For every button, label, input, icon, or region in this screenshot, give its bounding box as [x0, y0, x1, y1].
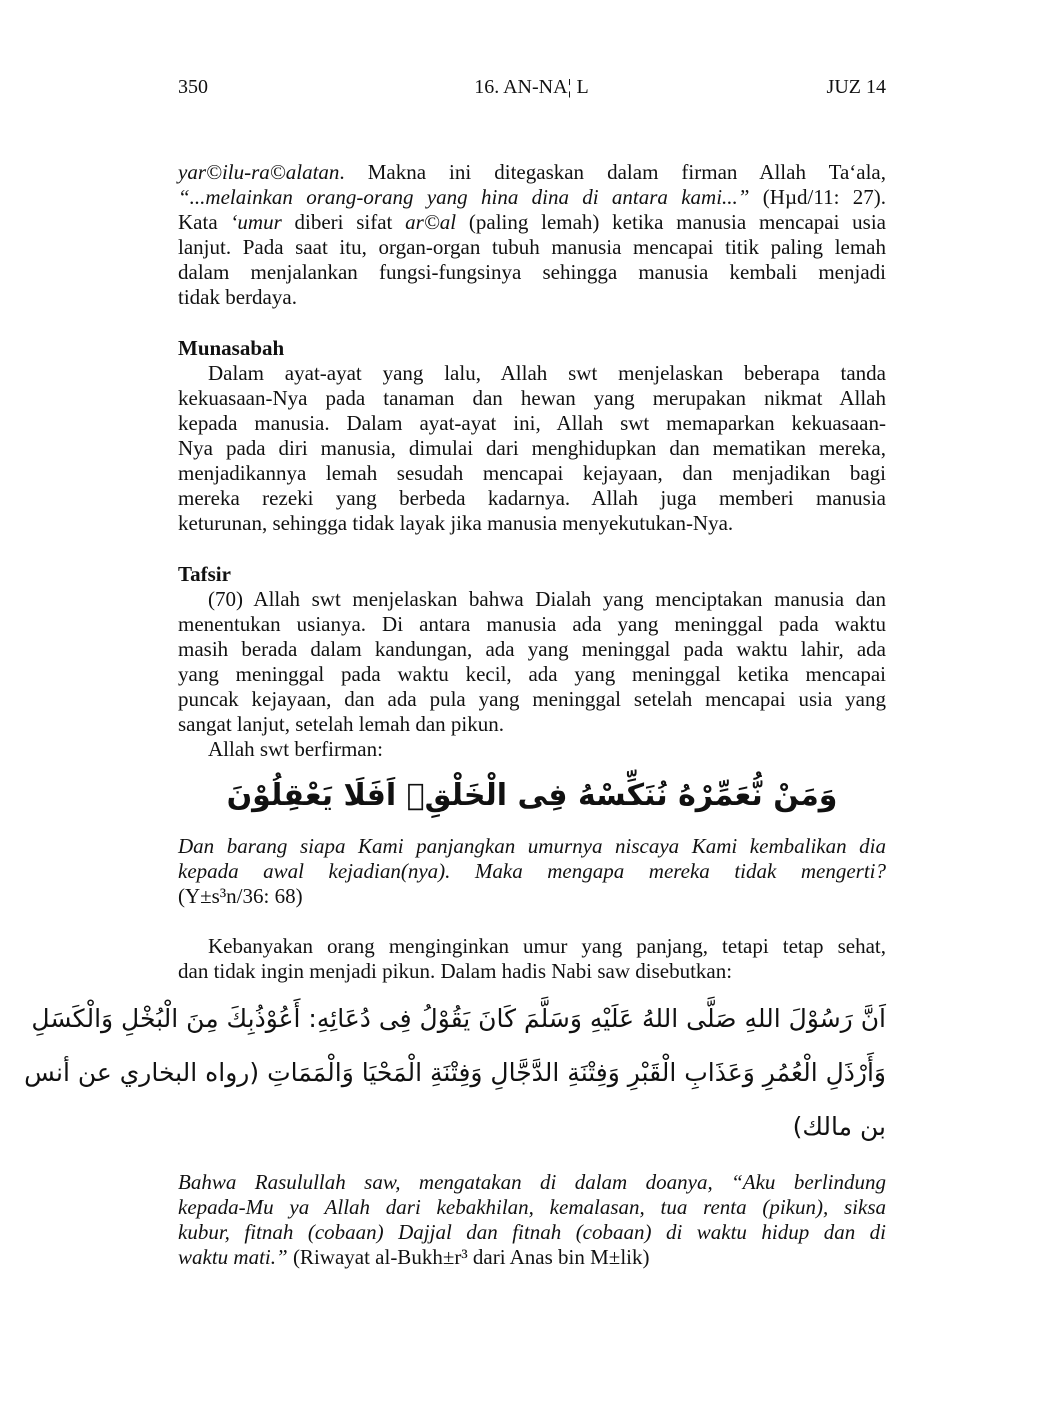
text: . Makna ini ditegaskan dalam firman Allah Ta‘ala,: [339, 160, 886, 184]
text-line: menjadikannya lemah sesudah mencapai kejayaan, dan menjadikan bagi: [178, 461, 886, 485]
text-line: sangat lanjut, setelah lemah dan pikun.: [178, 712, 504, 736]
citation: (Hµd/11: 27).: [749, 185, 886, 209]
text-line: mereka rezeki yang berbeda kadarnya. Allah juga memberi manusia: [178, 486, 886, 510]
juz-label: JUZ 14: [826, 76, 886, 98]
quote: “...melainkan orang-orang yang hina dina di antara kami...”: [178, 185, 750, 209]
translation-line: kepada awal kejadian(nya). Maka mengapa mereka tidak mengerti?: [178, 859, 886, 883]
text: diberi sifat: [281, 210, 406, 234]
translation-line: kepada-Mu ya Allah dari kebakhilan, kemalasan, tua renta (pikun), siksa: [178, 1195, 886, 1219]
text-line: keturunan, sehingga tidak layak jika manusia menyekutukan-Nya.: [178, 511, 734, 535]
section-heading: Tafsir: [178, 562, 231, 586]
term: ‘umur: [230, 210, 282, 234]
hadith-arabic-line: اَنَّ رَسُوْلَ اللهِ صَلَّى اللهُ عَلَيْهِ وَسَلَّمَ كَانَ يَقُوْلُ فِى دُعَائِهِ: أَعُوْذُبِكَ مِنَ الْبُخْلِ وَالْكَسَلِ: [31, 1004, 886, 1033]
translation-line: waktu mati.”: [178, 1245, 288, 1269]
text-line: Kebanyakan orang menginginkan umur yang panjang, tetapi tetap sehat,: [208, 934, 886, 958]
hadith-arabic-line: وَأَرْذَلِ الْعُمُرِ وَعَذَابِ الْقَبْرِ وَفِتْنَةِ الدَّجَّالِ وَفِتْنَةِ الْمَحْيَا وَالْمَمَاتِ (رواه البخاري عن أنس: [24, 1058, 886, 1087]
verse-reference: (Y±s³n/36: 68): [178, 884, 303, 908]
text-line: Nya pada diri manusia, dimulai dari menghidupkan dan mematikan mereka,: [178, 436, 886, 460]
text-line: dan tidak ingin menjadi pikun. Dalam hadis Nabi saw disebutkan:: [178, 959, 733, 983]
quran-verse-arabic: وَمَنْ نُّعَمِّرْهُ نُنَكِّسْهُ فِى الْخَلْقِۗ اَفَلَا يَعْقِلُوْنَ: [226, 778, 838, 813]
running-title: 16. AN-NA¦ L: [474, 76, 589, 98]
text-line: menentukan usianya. Di antara manusia ada yang meninggal pada waktu: [178, 612, 886, 636]
text-line: dalam menjalankan fungsi-fungsinya sehingga manusia kembali menjadi: [178, 260, 886, 284]
hadith-translation: [178, 1170, 886, 1270]
text: (paling lemah) ketika manusia mencapai usia: [456, 210, 886, 234]
hadith-reference: (Riwayat al-Bukh±r³ dari Anas bin M±lik): [287, 1245, 650, 1269]
verse-translation: [178, 834, 886, 909]
text-line: yang meninggal pada waktu kecil, ada yang meninggal ketika mencapai: [178, 662, 886, 686]
text-line: lanjut. Pada saat itu, organ-organ tubuh manusia mencapai titik paling lemah: [178, 235, 886, 259]
section-tafsir: [178, 562, 886, 762]
translation-line: Bahwa Rasulullah saw, mengatakan di dalam doanya, “Aku berlindung: [178, 1170, 886, 1194]
section-munasabah: [178, 336, 886, 536]
text-line: puncak kejayaan, dan ada pula yang meninggal setelah mencapai usia yang: [178, 687, 886, 711]
section-heading: Munasabah: [178, 336, 285, 360]
term: ar©al: [405, 210, 457, 234]
translation-line: Dan barang siapa Kami panjangkan umurnya niscaya Kami kembalikan dia: [178, 834, 886, 858]
text-line: tidak berdaya.: [178, 285, 297, 309]
text-line: (70) Allah swt menjelaskan bahwa Dialah yang menciptakan manusia dan: [208, 587, 886, 611]
text: Kata: [178, 210, 231, 234]
text-line: kekuasaan-Nya pada tanaman dan hewan yang merupakan nikmat Allah: [178, 386, 886, 410]
text-line: masih berada dalam kandungan, ada yang meninggal pada waktu lahir, ada: [178, 637, 886, 661]
page-number: 350: [178, 76, 208, 98]
translation-line: kubur, fitnah (cobaan) Dajjal dan fitnah (cobaan) di waktu hidup dan di: [178, 1220, 886, 1244]
text-line: kepada manusia. Dalam ayat-ayat ini, Allah swt memaparkan kekuasaan-: [178, 411, 886, 435]
term: yar©ilu-ra©alatan: [178, 160, 340, 184]
text-line: Allah swt berfirman:: [208, 737, 383, 761]
text-line: Dalam ayat-ayat yang lalu, Allah swt menjelaskan beberapa tanda: [208, 361, 886, 385]
paragraph-intro: [178, 160, 886, 310]
hadith-arabic-line: بن مالك): [792, 1112, 886, 1141]
paragraph-hadith-intro: [178, 934, 886, 984]
